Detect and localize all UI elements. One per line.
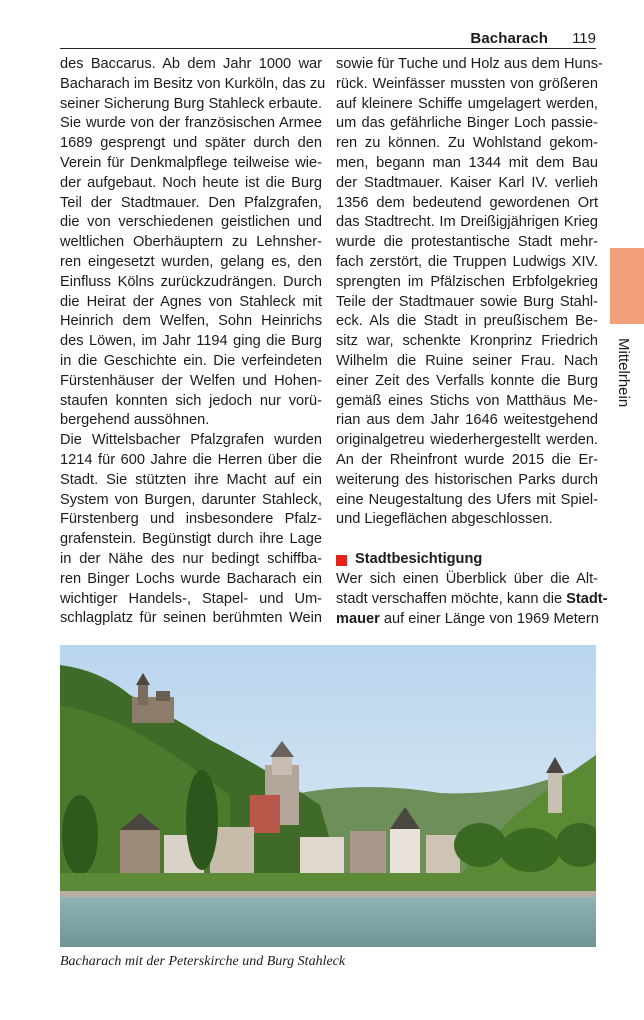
- right-column: [336, 55, 608, 629]
- town-photo: [60, 645, 596, 947]
- text-line: sowie für Tuche und Holz aus dem Huns-: [336, 56, 603, 72]
- text-line: gemäß eines Stichs von Matthäus Me-: [336, 392, 598, 409]
- text-line: sprengten im Pfälzischen Erbfolgekrieg: [336, 273, 598, 290]
- text-run: stadt verschaffen möchte, kann die: [336, 590, 567, 607]
- text-line: 1689 gesprengt und später durch den: [60, 135, 322, 152]
- text-line: der Stadtmauer. Kaiser Karl IV. verlieh: [336, 174, 598, 191]
- text-line: Teil der Stadtmauer. Den Pfalzgrafen,: [60, 194, 322, 211]
- text-line: ren eingesetzt wurden, gelang es, den: [60, 253, 322, 270]
- text-line: System von Burgen, darunter Stahleck,: [60, 491, 322, 508]
- text-line: ren zu können. Zu Wohlstand gekom-: [336, 135, 598, 152]
- text-line: Bacharach im Besitz von Kurköln, das zu: [60, 75, 326, 92]
- text-line: grafenstein. Begünstigt durch ihre Lage: [60, 531, 322, 548]
- text-line: originalgetreu wiederhergestellt werden.: [336, 432, 598, 449]
- text-line: eine Neugestaltung des Ufers mit Spiel-: [336, 491, 598, 508]
- text-line: und Liegeflächen abgeschlossen.: [336, 511, 553, 528]
- figure-caption: Bacharach mit der Peterskirche und Burg Stahleck: [60, 954, 346, 969]
- text-line: fach zerstört, die Truppen Ludwigs XIV.: [336, 253, 598, 270]
- text-line: men, begann man 1344 mit dem Bau: [336, 154, 598, 171]
- text-line: Heinrich dem Welfen, Sohn Heinrichs: [60, 313, 322, 330]
- chapter-thumb-tab: [610, 248, 644, 324]
- page-number: 119: [572, 30, 596, 47]
- text-line: wurde die protestantische Stadt mehr-: [336, 234, 598, 251]
- text-line: Sie wurde von der französischen Armee: [60, 115, 322, 132]
- paragraph-gap: [336, 530, 598, 550]
- bold-term: mauer: [336, 610, 380, 627]
- section-heading-text: Stadtbesichtigung: [355, 551, 483, 568]
- text-line: um das gefährliche Binger Loch passie-: [336, 115, 598, 132]
- text-line: bergehend aussöhnen.: [60, 412, 210, 429]
- text-line: Verein für Denkmalpflege teilweise wie-: [60, 154, 322, 171]
- text-line: 1214 für 600 Jahre die Herren über die: [60, 451, 322, 468]
- text-line: Die Wittelsbacher Pfalzgrafen wurden: [60, 432, 322, 449]
- river: [60, 897, 596, 947]
- landscape-illustration: [60, 645, 596, 947]
- text-line: weltlichen Oberhäuptern zu Lehnsher-: [60, 234, 322, 251]
- text-line: der aufgebaut. Noch heute ist die Burg: [60, 174, 322, 191]
- text-line: die von verschiedenen geistlichen und: [60, 214, 322, 231]
- text-line: wichtiger Handels-, Stapel- und Um-: [60, 590, 322, 607]
- text-line: 1356 dem bedeutend gewordenen Ort: [336, 194, 598, 211]
- square-marker-icon: [336, 555, 347, 566]
- chapter-label: Mittelrhein: [615, 338, 632, 408]
- text-run: auf einer Länge von 1969 Metern: [379, 610, 599, 627]
- text-line: auf kleinere Schiffe umgelagert werden,: [336, 95, 598, 112]
- running-head-title: Bacharach: [470, 30, 548, 47]
- text-line: An der Rheinfront wurde 2015 die Er-: [336, 451, 598, 468]
- text-line: in der Nähe des nur bedingt schiffba-: [60, 550, 322, 567]
- bold-term: Stadt-: [566, 590, 608, 607]
- text-line: [336, 610, 598, 630]
- text-line: Fürstenhäuser der Welfen und Hohen-: [60, 372, 322, 389]
- text-line: weiterung des historischen Parks durch: [336, 471, 598, 488]
- text-line: eck. Als die Stadt in preußischem Be-: [336, 313, 598, 330]
- text-line: ren Binger Lochs wurde Bacharach ein: [60, 570, 322, 587]
- text-line: seiner Sicherung Burg Stahleck erbaute.: [60, 95, 323, 112]
- text-line: rück. Weinfässer mussten von größeren: [336, 75, 598, 92]
- section-heading: [336, 550, 598, 570]
- text-line: in die Geschichte ein. Die verfeindeten: [60, 352, 322, 369]
- text-line: rian aus dem Jahr 1646 weitestgehend: [336, 412, 598, 429]
- text-line: das Stadtrecht. Im Dreißigjährigen Krieg: [336, 214, 598, 231]
- text-line: sitz war, schenkte Kronprinz Friedrich: [336, 333, 598, 350]
- text-line: des Löwen, im Jahr 1194 ging die Burg: [60, 333, 322, 350]
- text-line: Einfluss Kölns zurückzudrängen. Durch: [60, 273, 322, 290]
- header-rule: [60, 48, 596, 49]
- text-line: Wilhelm die Ruine seiner Frau. Nach: [336, 352, 598, 369]
- text-line: [336, 590, 608, 610]
- text-line: schlagplatz für seinen berühmten Wein: [60, 610, 322, 627]
- text-line: Wer sich einen Überblick über die Alt-: [336, 570, 598, 587]
- text-line: Fürstenberg und insbesondere Pfalz-: [60, 511, 322, 528]
- text-line: die Heirat der Agnes von Stahleck mit: [60, 293, 322, 310]
- text-line: Teile der Stadtmauer sowie Burg Stahl-: [336, 293, 598, 310]
- text-line: des Baccarus. Ab dem Jahr 1000 war: [60, 56, 322, 72]
- left-column: [60, 55, 326, 629]
- road: [60, 891, 596, 897]
- text-line: staufen konnten sich jedoch nur vorü-: [60, 392, 322, 409]
- text-line: Stadt. Sie stützten ihre Macht auf ein: [60, 471, 322, 488]
- text-line: einer Zeit des Verfalls konnte die Burg: [336, 372, 598, 389]
